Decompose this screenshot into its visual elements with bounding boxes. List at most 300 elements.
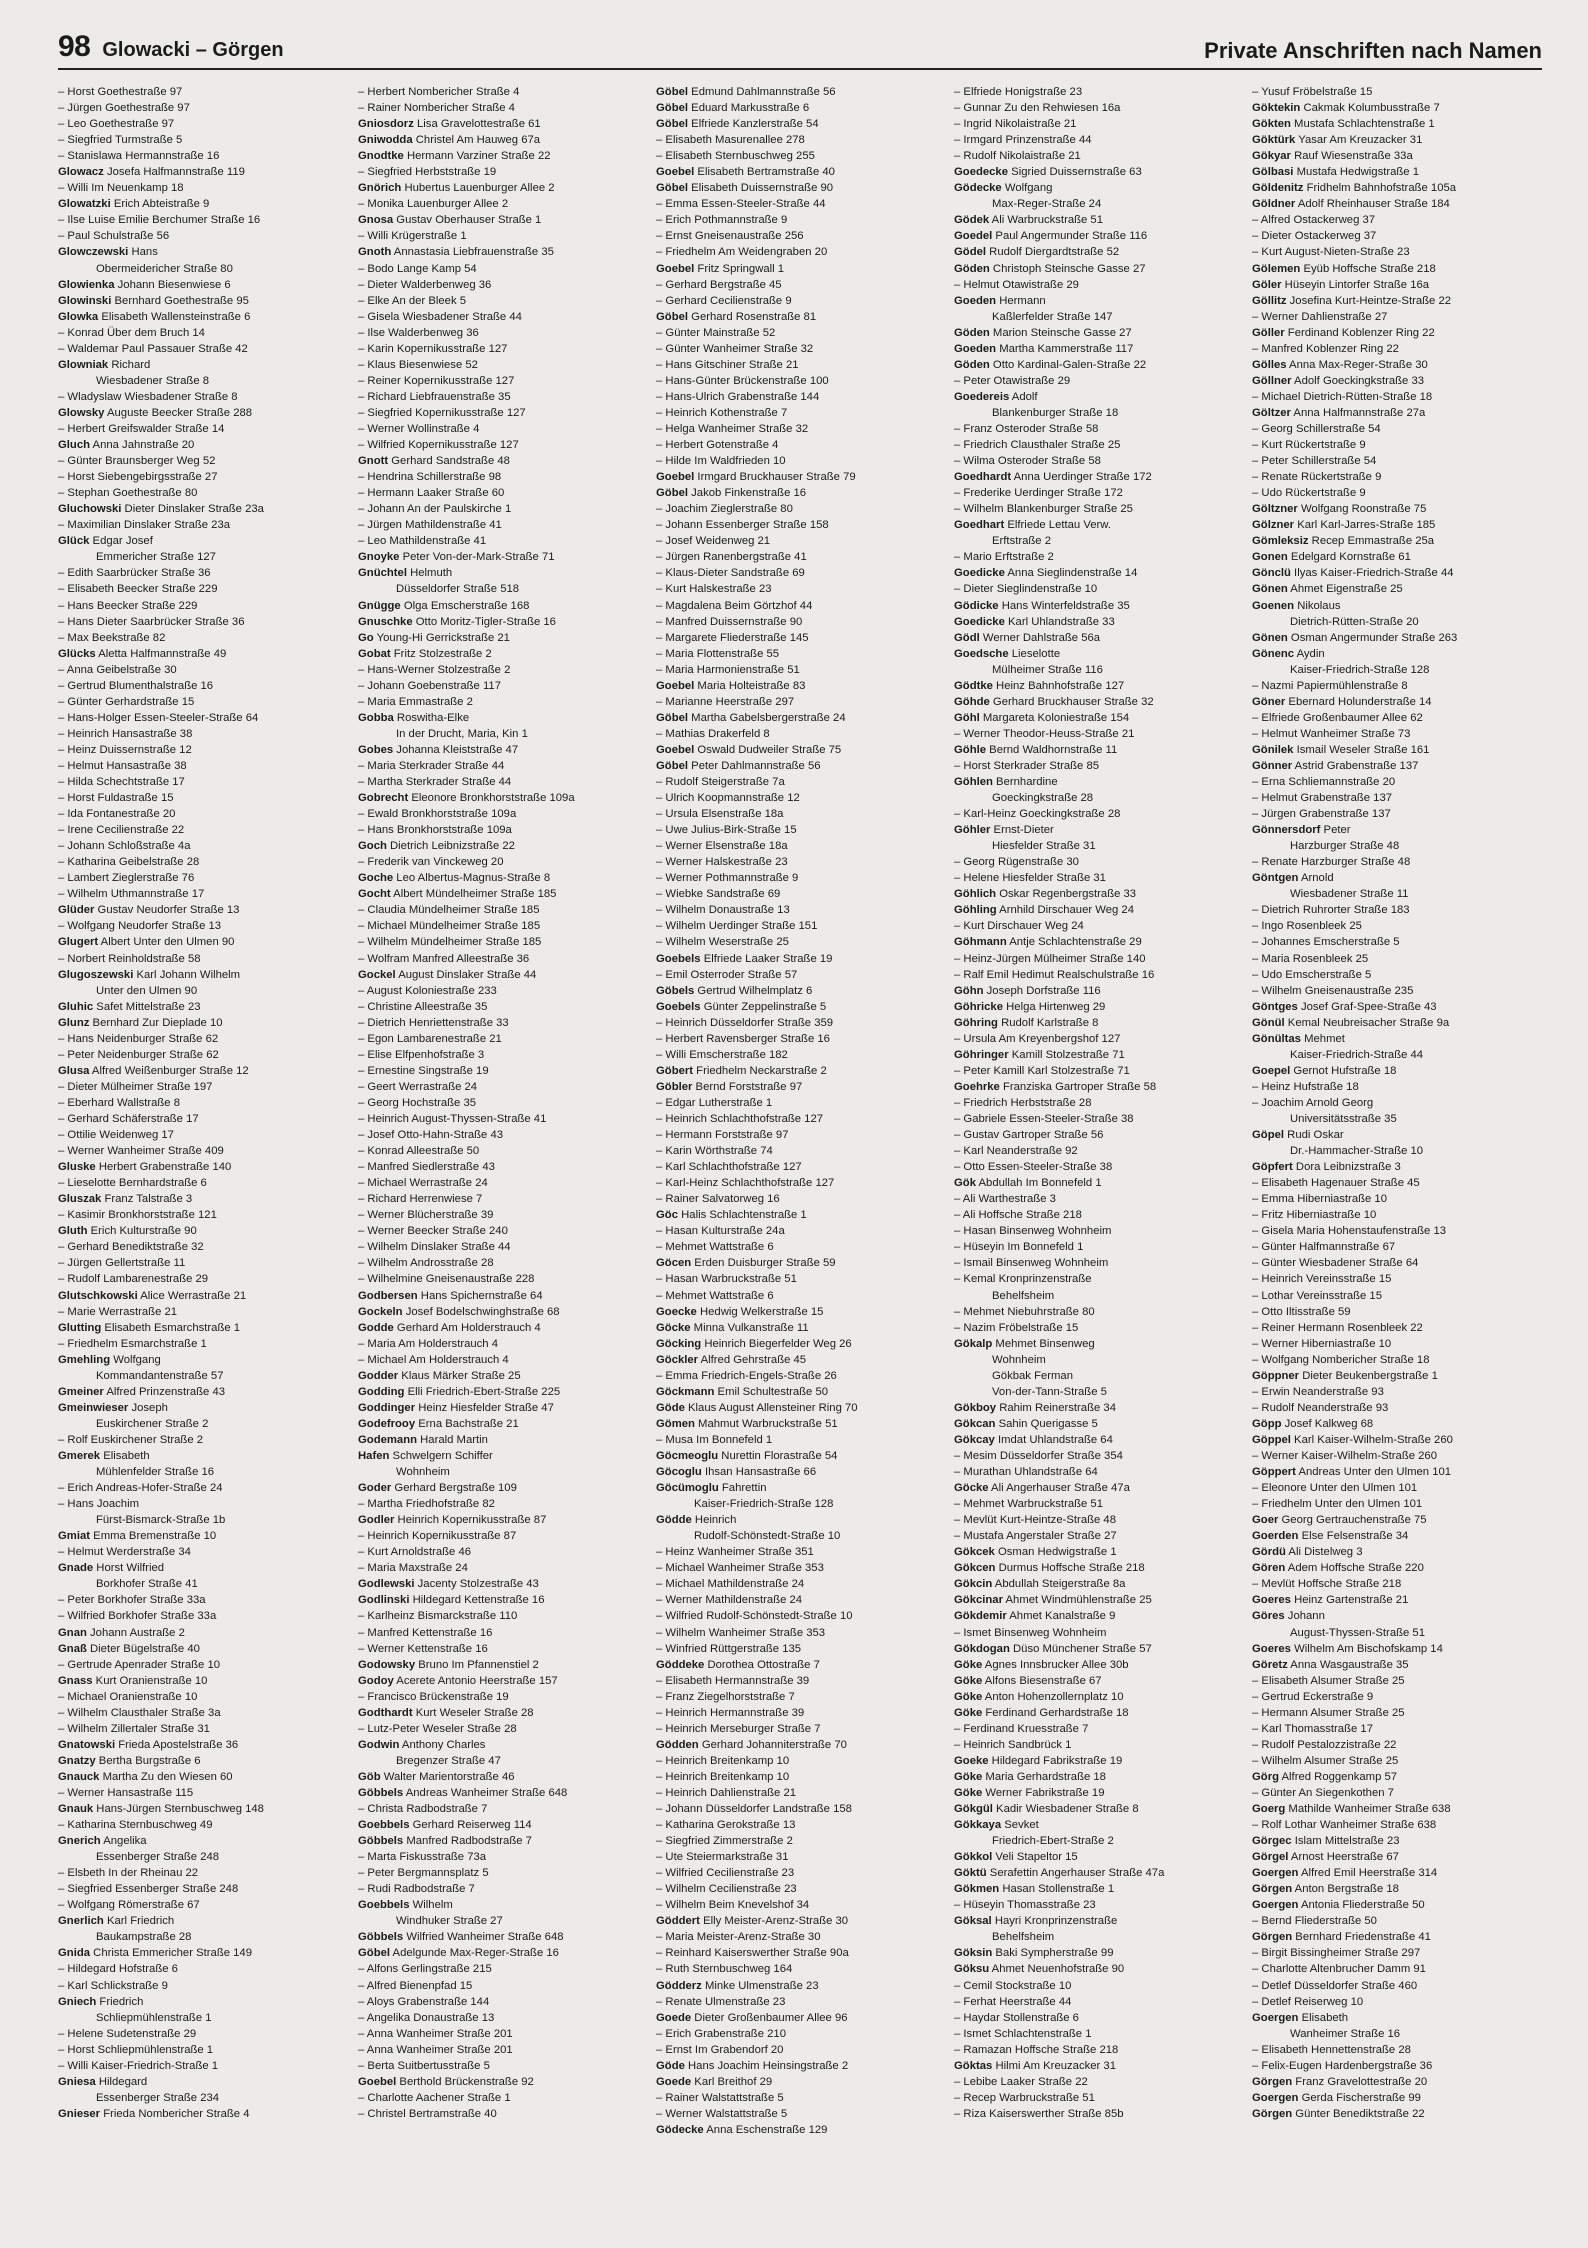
directory-entry: – Emma Friedrich-Engels-Straße 26 — [656, 1369, 837, 1382]
directory-entry: Universitätsstraße 35 — [1290, 1113, 1397, 1125]
directory-entry: – Gertrud Eckerstraße 9 — [1252, 1690, 1374, 1703]
directory-entry: Göhring Rudolf Karlstraße 8 — [954, 1016, 1099, 1029]
directory-entry: – Karin Wörthstraße 74 — [656, 1145, 773, 1158]
directory-entry: Dr.-Hammacher-Straße 10 — [1290, 1145, 1424, 1158]
directory-entry: Gnatowski Frieda Apostelstraße 36 — [58, 1738, 239, 1751]
directory-entry: – Kurt Rückertstraße 9 — [1252, 439, 1366, 452]
directory-entry: Kommandantenstraße 57 — [96, 1369, 224, 1382]
directory-entry: Gnan Johann Austraße 2 — [58, 1626, 185, 1639]
directory-entry: – Siegfried Kopernikusstraße 127 — [358, 406, 526, 419]
directory-entry: – Charlotte Aachener Straße 1 — [358, 2091, 511, 2104]
directory-entry: – Fritz Hiberniastraße 10 — [1252, 1209, 1377, 1222]
directory-entry: – Marianne Heerstraße 297 — [656, 695, 795, 708]
directory-entry: Gökcay Imdat Uhlandstraße 64 — [954, 1433, 1113, 1446]
directory-entry: Göhricke Helga Hirtenweg 29 — [954, 1000, 1106, 1013]
directory-entry: – Elisabeth Hermannstraße 39 — [656, 1674, 810, 1687]
directory-entry: – Winfried Rüttgerstraße 135 — [656, 1642, 802, 1655]
directory-entry: – Ferdinand Kruesstraße 7 — [954, 1722, 1089, 1735]
directory-entry: – Herbert Gotenstraße 4 — [656, 439, 779, 452]
directory-entry: – Kasimir Bronkhorststraße 121 — [58, 1209, 217, 1222]
directory-entry: – Josef Weidenweg 21 — [656, 535, 771, 548]
directory-entry: – Gisela Maria Hohenstaufenstraße 13 — [1252, 1225, 1447, 1238]
directory-entry: – Karl Schlachthofstraße 127 — [656, 1161, 802, 1174]
directory-entry: Goedhardt Anna Uerdinger Straße 172 — [954, 471, 1152, 484]
page-header — [58, 24, 1542, 70]
directory-entry: Gnosa Gustav Oberhauser Straße 1 — [358, 214, 542, 227]
directory-entry: Gnüchtel Helmuth — [358, 567, 453, 580]
directory-entry: Hafen Schwelgern Schiffer — [358, 1449, 493, 1462]
directory-entry: – Wladyslaw Wiesbadener Straße 8 — [58, 390, 238, 403]
directory-entry: Goede Dieter Großenbaumer Allee 96 — [656, 2011, 848, 2024]
directory-entry: – Otto Iltisstraße 59 — [1252, 1305, 1351, 1318]
directory-entry: Borkhofer Straße 41 — [96, 1578, 198, 1591]
directory-entry: Essenberger Straße 248 — [96, 1851, 220, 1864]
directory-entry: – Michael Werrastraße 24 — [358, 1177, 488, 1190]
directory-entry: – Friedhelm Esmarchstraße 1 — [58, 1337, 207, 1350]
directory-entry: Gniosdorz Lisa Gravelottestraße 61 — [358, 118, 541, 131]
directory-entry: – Lambert Zieglerstraße 76 — [58, 872, 195, 885]
directory-entry: Mühlenfelder Straße 16 — [96, 1466, 215, 1479]
directory-entry: – Maria Maxstraße 24 — [358, 1562, 468, 1575]
directory-entry: – Manfred Siedlerstraße 43 — [358, 1161, 495, 1174]
directory-entry: – Ralf Emil Hedimut Realschulstraße 16 — [954, 968, 1155, 981]
directory-entry: – Alfons Gerlingstraße 215 — [358, 1963, 492, 1976]
directory-entry: Göb Walter Marientorstraße 46 — [358, 1770, 515, 1783]
directory-entry: – Elisabeth Masurenallee 278 — [656, 134, 805, 147]
directory-entry: Bregenzer Straße 47 — [396, 1754, 501, 1767]
directory-entry: Gnatzy Bertha Burgstraße 6 — [58, 1754, 201, 1767]
directory-entry: – Werner Wanheimer Straße 409 — [58, 1145, 224, 1158]
directory-entry: – Ferhat Heerstraße 44 — [954, 1995, 1072, 2008]
directory-entry: – Elfriede Großenbaumer Allee 62 — [1252, 711, 1423, 724]
directory-entry: Gödek Ali Warbruckstraße 51 — [954, 214, 1103, 227]
directory-entry: Gockeln Josef Bodelschwinghstraße 68 — [358, 1305, 560, 1318]
directory-entry: Goede Karl Breithof 29 — [656, 2075, 773, 2088]
directory-entry: – Horst Siebengebirgsstraße 27 — [58, 471, 218, 484]
directory-entry: Glowsky Auguste Beecker Straße 288 — [58, 406, 253, 419]
directory-entry: Goebels Günter Zeppelinstraße 5 — [656, 1000, 827, 1013]
directory-entry: Göner Ebernard Holunderstraße 14 — [1252, 695, 1432, 708]
directory-entry: – Werner Mathildenstraße 24 — [656, 1594, 803, 1607]
directory-entry: Gnoth Annastasia Liebfrauenstraße 35 — [358, 246, 554, 259]
directory-entry: – Yusuf Fröbelstraße 15 — [1252, 86, 1373, 98]
directory-entry: – Dieter Sieglindenstraße 10 — [954, 583, 1098, 596]
directory-entry: – Friedhelm Am Weidengraben 20 — [656, 246, 828, 259]
directory-entry: Friedrich-Ebert-Straße 2 — [992, 1835, 1114, 1848]
directory-entry: – Heinrich Hansastraße 38 — [58, 727, 193, 740]
directory-entry: Glusa Alfred Weißenburger Straße 12 — [58, 1064, 249, 1077]
directory-entry: – Eleonore Unter den Ulmen 101 — [1252, 1482, 1418, 1495]
directory-entry: – Siegfried Herbststraße 19 — [358, 166, 497, 179]
directory-entry: Göddert Elly Meister-Arenz-Straße 30 — [656, 1915, 849, 1928]
directory-entry: Gnass Kurt Oranienstraße 10 — [58, 1674, 208, 1687]
directory-entry: Glugert Albert Unter den Ulmen 90 — [58, 936, 235, 949]
directory-entry: Gödecke Anna Eschenstraße 129 — [656, 2123, 828, 2136]
directory-entry: Gmehling Wolfgang — [58, 1353, 161, 1366]
directory-entry: – Wilhelm Cecilienstraße 23 — [656, 1883, 797, 1896]
directory-entry: – Willi Im Neuenkamp 18 — [58, 182, 184, 195]
directory-entry: – Peter Schillerstraße 54 — [1252, 455, 1377, 468]
directory-entry: – Monika Lauenburger Allee 2 — [358, 198, 509, 211]
directory-entry: Goebel Maria Holteistraße 83 — [656, 679, 806, 692]
directory-entry: – Maria Flottenstraße 55 — [656, 647, 780, 660]
directory-entry: Göktas Hilmi Am Kreuzacker 31 — [954, 2059, 1116, 2072]
directory-entry: – Karin Kopernikusstraße 127 — [358, 342, 508, 355]
directory-entry: – Heinrich Schlachthofstraße 127 — [656, 1113, 824, 1125]
directory-entry: – Willi Krügerstraße 1 — [358, 230, 467, 243]
directory-entry: – Katharina Gerokstraße 13 — [656, 1819, 796, 1832]
directory-entry: Göhlen Bernhardine — [954, 776, 1058, 789]
directory-entry: – Magdalena Beim Görtzhof 44 — [656, 599, 813, 612]
directory-entry: Go Young-Hi Gerrickstraße 21 — [358, 631, 510, 644]
directory-entry: – Günter Halfmannstraße 67 — [1252, 1241, 1396, 1254]
directory-entry: – Rainer Walstattstraße 5 — [656, 2091, 784, 2104]
directory-entry: – Heinz Duissernstraße 12 — [58, 743, 192, 756]
directory-entry: – Reinhard Kaiserswerther Straße 90a — [656, 1947, 849, 1960]
directory-entry: – Ernestine Singstraße 19 — [358, 1064, 489, 1077]
directory-entry: – Norbert Reinholdstraße 58 — [58, 952, 201, 965]
directory-entry: – Udo Emscherstraße 5 — [1252, 968, 1372, 981]
directory-entry: Goeres Heinz Gartenstraße 21 — [1252, 1594, 1409, 1607]
directory-entry: Goergen Gerda Fischerstraße 99 — [1252, 2091, 1421, 2104]
directory-entry: Gniwodda Christel Am Hauweg 67a — [358, 134, 541, 147]
directory-entry: Goergen Antonia Fliederstraße 50 — [1252, 1899, 1425, 1912]
directory-entry: Göbels Gertrud Wilhelmplatz 6 — [656, 984, 813, 997]
directory-entry: – Erna Schliemannstraße 20 — [1252, 776, 1396, 789]
directory-entry: – Johann Goebenstraße 117 — [358, 679, 501, 692]
directory-entry: – Klaus Biesenwiese 52 — [358, 358, 478, 371]
directory-entry: – Karl Schlickstraße 9 — [58, 1979, 168, 1992]
directory-entry: – Rainer Salvatorweg 16 — [656, 1193, 780, 1206]
directory-entry: Gnoyke Peter Von-der-Mark-Straße 71 — [358, 551, 555, 564]
directory-entry: Göltzner Wolfgang Roonstraße 75 — [1252, 503, 1427, 516]
directory-entry: – Mevlüt Hoffsche Straße 218 — [1252, 1578, 1402, 1591]
directory-entry: Goder Gerhard Bergstraße 109 — [358, 1482, 517, 1495]
directory-entry: – Horst Goethestraße 97 — [58, 86, 183, 98]
directory-entry: Goedicke Anna Sieglindenstraße 14 — [954, 567, 1138, 580]
directory-entry: Goeden Hermann — [954, 294, 1046, 307]
directory-entry: Gonen Edelgard Kornstraße 61 — [1252, 551, 1411, 564]
directory-entry: – Hermann Alsumer Straße 25 — [1252, 1706, 1405, 1719]
directory-entry: – Renate Ulmenstraße 23 — [656, 1995, 786, 2008]
directory-entry: – Elise Elfpenhofstraße 3 — [358, 1048, 485, 1061]
directory-entry: – Lebibe Laaker Straße 22 — [954, 2075, 1088, 2088]
directory-entry: – Gabriele Essen-Steeler-Straße 38 — [954, 1113, 1134, 1125]
directory-entry: Gmeiner Alfred Prinzenstraße 43 — [58, 1385, 226, 1398]
directory-entry: Mülheimer Straße 116 — [992, 663, 1103, 676]
directory-entry: – Aloys Grabenstraße 144 — [358, 1995, 490, 2008]
directory-entry: – Ottilie Weidenweg 17 — [58, 1129, 174, 1142]
directory-entry: – Musa Im Bonnefeld 1 — [656, 1433, 773, 1446]
directory-entry: Godde Gerhard Am Holderstrauch 4 — [358, 1321, 541, 1334]
directory-entry: Goecke Hedwig Welkerstraße 15 — [656, 1305, 824, 1318]
directory-entry: Gödtke Heinz Bahnhofstraße 127 — [954, 679, 1125, 692]
directory-entry: Godlewski Jacenty Stolzestraße 43 — [358, 1578, 539, 1591]
directory-entry: Gnügge Olga Emscherstraße 168 — [358, 599, 530, 612]
directory-entry: – Recep Warbruckstraße 51 — [954, 2091, 1095, 2104]
directory-entry: – Nazmi Papiermühlenstraße 8 — [1252, 679, 1408, 692]
directory-entry: – Herbert Nombericher Straße 4 — [358, 86, 520, 98]
directory-entry: – Erich Pothmannstraße 9 — [656, 214, 788, 227]
directory-entry: – Christine Alleestraße 35 — [358, 1000, 488, 1013]
directory-entry: Göbbels Manfred Radbodstraße 7 — [358, 1835, 532, 1848]
directory-entry: Godowsky Bruno Im Pfannenstiel 2 — [358, 1658, 539, 1671]
directory-entry: – Herbert Ravensberger Straße 16 — [656, 1032, 830, 1045]
directory-entry: Gnerlich Karl Friedrich — [58, 1915, 175, 1928]
directory-entry: – Elke An der Bleek 5 — [358, 294, 467, 307]
directory-entry: – Wilfried Cecilienstraße 23 — [656, 1867, 795, 1880]
directory-entry: – Wolfgang Römerstraße 67 — [58, 1899, 200, 1912]
directory-entry: Gnida Christa Emmericher Straße 149 — [58, 1947, 252, 1960]
directory-entry: Goche Leo Albertus-Magnus-Straße 8 — [358, 872, 551, 885]
directory-entry: – Helga Wanheimer Straße 32 — [656, 422, 809, 435]
directory-entry: Gnott Gerhard Sandstraße 48 — [358, 455, 510, 468]
directory-entry: Gökyar Rauf Wiesenstraße 33a — [1252, 150, 1413, 163]
directory-entry: Glowinski Bernhard Goethestraße 95 — [58, 294, 249, 307]
directory-entry: – Heinrich Kothenstraße 7 — [656, 406, 788, 419]
directory-entry: Wohnheim — [992, 1353, 1046, 1366]
directory-entry: Gören Adem Hoffsche Straße 220 — [1252, 1562, 1424, 1575]
directory-entry: – Günter Wiesbadener Straße 64 — [1252, 1257, 1419, 1270]
directory-entry: – Elisabeth Hennettenstraße 28 — [1252, 2043, 1411, 2056]
directory-entry: Göler Hüseyin Lintorfer Straße 16a — [1252, 278, 1430, 291]
directory-entry: Goeden Martha Kammerstraße 117 — [954, 342, 1134, 355]
directory-entry: Goebbels Gerhard Reiserweg 114 — [358, 1819, 532, 1832]
directory-entry: – Gunnar Zu den Rehwiesen 16a — [954, 102, 1121, 115]
directory-entry: – Hans Neidenburger Straße 62 — [58, 1032, 219, 1045]
directory-entry: – Mehmet Niebuhrstraße 80 — [954, 1305, 1095, 1318]
directory-entry: – Friedhelm Unter den Ulmen 101 — [1252, 1498, 1423, 1511]
directory-entry: Wohnheim — [396, 1466, 450, 1479]
directory-entry: Goch Dietrich Leibnizstraße 22 — [358, 840, 515, 853]
directory-entry: Gönültas Mehmet — [1252, 1032, 1345, 1045]
directory-entry: Goddinger Heinz Hiesfelder Straße 47 — [358, 1401, 554, 1414]
directory-entry: Göbel Gerhard Rosenstraße 81 — [656, 310, 817, 323]
directory-entry: Dietrich-Rütten-Straße 20 — [1290, 615, 1419, 628]
directory-entry: – Emma Essen-Steeler-Straße 44 — [656, 198, 826, 211]
directory-entry: Göhde Gerhard Bruckhauser Straße 32 — [954, 695, 1154, 708]
directory-entry: – Martha Friedhofstraße 82 — [358, 1498, 495, 1511]
directory-entry: – Werner Halskestraße 23 — [656, 856, 788, 869]
directory-column — [358, 84, 656, 2204]
header-left — [58, 30, 284, 64]
directory-entry: – Siegfried Zimmerstraße 2 — [656, 1835, 793, 1848]
directory-entry: – Helmut Otawistraße 29 — [954, 278, 1079, 291]
directory-entry: Baukampstraße 28 — [96, 1931, 192, 1944]
directory-entry: – Hasan Binsenweg Wohnheim — [954, 1225, 1112, 1238]
directory-entry: – Johannes Emscherstraße 5 — [1252, 936, 1400, 949]
directory-entry: – Heinz Hufstraße 18 — [1252, 1080, 1359, 1093]
directory-entry: – Ismet Schlachtenstraße 1 — [954, 2027, 1092, 2040]
directory-entry: Göres Johann — [1252, 1610, 1325, 1623]
directory-entry: – Bernd Fliederstraße 50 — [1252, 1915, 1377, 1928]
directory-entry: Göhling Arnhild Dirschauer Weg 24 — [954, 904, 1134, 917]
directory-entry: – Wilfried Rudolf-Schönstedt-Straße 10 — [656, 1610, 853, 1623]
directory-entry: Goerg Mathilde Wanheimer Straße 638 — [1252, 1803, 1451, 1816]
directory-entry: – Johann Essenberger Straße 158 — [656, 519, 829, 532]
directory-entry: Gölzner Karl Karl-Jarres-Straße 185 — [1252, 519, 1436, 532]
directory-entry: – Renate Rückertstraße 9 — [1252, 471, 1382, 484]
directory-entry: Kaiser-Friedrich-Straße 44 — [1290, 1048, 1424, 1061]
directory-entry: – Elisabeth Hagenauer Straße 45 — [1252, 1177, 1420, 1190]
directory-entry: Gökkaya Sevket — [954, 1819, 1039, 1832]
directory-entry: – Maria Am Holderstrauch 4 — [358, 1337, 499, 1350]
directory-entry: Gluhic Safet Mittelstraße 23 — [58, 1000, 201, 1013]
directory-entry: – Joachim Arnold Georg — [1252, 1096, 1374, 1109]
directory-entry: – Haydar Stollenstraße 6 — [954, 2011, 1079, 2024]
directory-entry: Göldner Adolf Rheinhauser Straße 184 — [1252, 198, 1450, 211]
directory-entry: Göhl Margareta Koloniestraße 154 — [954, 711, 1130, 724]
directory-entry: – Wolfram Manfred Alleestraße 36 — [358, 952, 530, 965]
directory-entry: – Lieselotte Bernhardstraße 6 — [58, 1177, 207, 1190]
directory-entry: – Heinrich Merseburger Straße 7 — [656, 1722, 821, 1735]
directory-entry: – Heinrich Hermannstraße 39 — [656, 1706, 805, 1719]
directory-entry: – Alfred Ostackerweg 37 — [1252, 214, 1376, 227]
directory-entry: – Ramazan Hoffsche Straße 218 — [954, 2043, 1119, 2056]
directory-entry: – Ilse Walderbenweg 36 — [358, 326, 479, 339]
directory-entry: In der Drucht, Maria, Kin 1 — [396, 727, 528, 740]
directory-entry: Goerden Else Felsenstraße 34 — [1252, 1530, 1409, 1543]
directory-entry: Göde Hans Joachim Heinsingstraße 2 — [656, 2059, 849, 2072]
directory-entry: – Frederike Uerdinger Straße 172 — [954, 487, 1123, 500]
directory-entry: – Werner Kaiser-Wilhelm-Straße 260 — [1252, 1449, 1437, 1462]
directory-entry: – Wilhelm Gneisenaustraße 235 — [1252, 984, 1414, 997]
directory-entry: Göltzer Anna Halfmannstraße 27a — [1252, 406, 1426, 419]
directory-entry: Gnörich Hubertus Lauenburger Allee 2 — [358, 182, 555, 195]
directory-entry: – Elfriede Honigstraße 23 — [954, 86, 1083, 98]
directory-entry: – Birgit Bissingheimer Straße 297 — [1252, 1947, 1421, 1960]
directory-entry: – Waldemar Paul Passauer Straße 42 — [58, 342, 248, 355]
directory-entry: Godefrooy Erna Bachstraße 21 — [358, 1417, 519, 1430]
directory-entry: – Richard Herrenwiese 7 — [358, 1193, 483, 1206]
directory-entry: Göbel Eduard Markusstraße 6 — [656, 102, 810, 115]
directory-entry: Gördü Ali Distelweg 3 — [1252, 1546, 1363, 1559]
directory-entry: – Hans Beecker Straße 229 — [58, 599, 198, 612]
directory-entry: Göbel Adelgunde Max-Reger-Straße 16 — [358, 1947, 559, 1960]
directory-entry: Godemann Harald Martin — [358, 1433, 488, 1446]
directory-entry: Gödl Werner Dahlstraße 56a — [954, 631, 1101, 644]
directory-entry: Göde Klaus August Allensteiner Ring 70 — [656, 1401, 858, 1414]
directory-entry: – Margarete Fliederstraße 145 — [656, 631, 809, 644]
directory-entry: – Dietrich Henriettenstraße 33 — [358, 1016, 509, 1029]
directory-entry: – Kurt Arnoldstraße 46 — [358, 1546, 472, 1559]
directory-entry: Göbel Elfriede Kanzlerstraße 54 — [656, 118, 819, 131]
directory-entry: – Hans Dieter Saarbrücker Straße 36 — [58, 615, 245, 628]
directory-entry: Obermeidericher Straße 80 — [96, 262, 233, 275]
directory-entry: – Mevlüt Kurt-Heintze-Straße 48 — [954, 1514, 1116, 1527]
directory-entry: Gömleksiz Recep Emmastraße 25a — [1252, 535, 1435, 548]
directory-entry: Göksu Ahmet Neuenhofstraße 90 — [954, 1963, 1125, 1976]
directory-entry: Goebel Oswald Dudweiler Straße 75 — [656, 743, 842, 756]
directory-entry: Glücks Aletta Halfmannstraße 49 — [58, 647, 227, 660]
directory-entry: – Rolf Lothar Wanheimer Straße 638 — [1252, 1819, 1437, 1832]
directory-entry: – Reiner Kopernikusstraße 127 — [358, 374, 515, 387]
directory-entry: Goebel Berthold Brückenstraße 92 — [358, 2075, 534, 2088]
directory-entry: Gökkol Veli Stapeltor 15 — [954, 1851, 1078, 1864]
directory-entry: – Willi Emscherstraße 182 — [656, 1048, 788, 1061]
directory-entry: Görgel Arnost Heerstraße 67 — [1252, 1851, 1399, 1864]
directory-entry: – Leo Goethestraße 97 — [58, 118, 175, 131]
directory-entry: Kaßlerfelder Straße 147 — [992, 310, 1113, 323]
directory-entry: – Michael Mathildenstraße 24 — [656, 1578, 805, 1591]
directory-entry: Gnaß Dieter Bügelstraße 40 — [58, 1642, 200, 1655]
directory-entry: Glowatzki Erich Abteistraße 9 — [58, 198, 210, 211]
directory-entry: – Anna Geibelstraße 30 — [58, 663, 177, 676]
directory-entry: – Ingrid Nikolaistraße 21 — [954, 118, 1077, 131]
directory-entry: – Wilfried Kopernikusstraße 127 — [358, 439, 519, 452]
directory-entry: Euskirchener Straße 2 — [96, 1417, 209, 1430]
directory-entry: Gönen Osman Angermunder Straße 263 — [1252, 631, 1458, 644]
directory-entry: – Dieter Mülheimer Straße 197 — [58, 1080, 213, 1093]
directory-entry: Göbel Martha Gabelsbergerstraße 24 — [656, 711, 846, 724]
directory-entry: – Eberhard Wallstraße 8 — [58, 1096, 181, 1109]
directory-entry: Goedicke Karl Uhlandstraße 33 — [954, 615, 1115, 628]
directory-entry: – Johann Düsseldorfer Landstraße 158 — [656, 1803, 852, 1816]
directory-entry: Gökcen Durmus Hoffsche Straße 218 — [954, 1562, 1145, 1575]
directory-entry: Göcke Ali Angerhauser Straße 47a — [954, 1482, 1130, 1495]
directory-entry: – Peter Borkhofer Straße 33a — [58, 1594, 206, 1607]
directory-entry: – Peter Otawistraße 29 — [954, 374, 1071, 387]
directory-entry: – Maria Emmastraße 2 — [358, 695, 473, 708]
directory-column — [656, 84, 954, 2204]
directory-entry: – Hans Gitschiner Straße 21 — [656, 358, 799, 371]
directory-entry: – Anna Wanheimer Straße 201 — [358, 2043, 513, 2056]
directory-entry: – Werner Walstattstraße 5 — [656, 2107, 788, 2120]
directory-entry: Görgen Anton Bergstraße 18 — [1252, 1883, 1399, 1896]
directory-entry: – Elisabeth Alsumer Straße 25 — [1252, 1674, 1405, 1687]
directory-entry: – Wilfried Borkhofer Straße 33a — [58, 1610, 217, 1623]
directory-entry: – Maria Sterkrader Straße 44 — [358, 759, 505, 772]
directory-entry: – Werner Hiberniastraße 10 — [1252, 1337, 1392, 1350]
directory-entry: – Michael Dietrich-Rütten-Straße 18 — [1252, 390, 1433, 403]
directory-entry: – Heinz-Jürgen Mülheimer Straße 140 — [954, 952, 1146, 965]
directory-entry: Gökdemir Ahmet Kanalstraße 9 — [954, 1610, 1116, 1623]
directory-entry: – Wilhelm Dinslaker Straße 44 — [358, 1241, 511, 1254]
directory-entry: – Karl Thomasstraße 17 — [1252, 1722, 1373, 1735]
directory-entry: Gönnersdorf Peter — [1252, 824, 1351, 837]
directory-entry: – Rolf Euskirchener Straße 2 — [58, 1433, 204, 1446]
directory-entry: – Wilhelm Zillertaler Straße 31 — [58, 1722, 210, 1735]
directory-entry: – Hans Joachim — [58, 1498, 139, 1511]
directory-column — [1252, 84, 1550, 2204]
directory-entry: – Werner Theodor-Heuss-Straße 21 — [954, 727, 1135, 740]
directory-entry: – Rudi Radbodstraße 7 — [358, 1883, 475, 1896]
directory-entry: – Uwe Julius-Birk-Straße 15 — [656, 824, 797, 837]
directory-entry: – Heinrich Breitenkamp 10 — [656, 1754, 790, 1767]
directory-entry: – Kurt Dirschauer Weg 24 — [954, 920, 1084, 933]
directory-entry: – Edgar Lutherstraße 1 — [656, 1096, 773, 1109]
directory-entry: – Dietrich Ruhrorter Straße 183 — [1252, 904, 1410, 917]
directory-entry: – Mario Erftstraße 2 — [954, 551, 1054, 564]
directory-entry: Glutting Elisabeth Esmarchstraße 1 — [58, 1321, 241, 1334]
directory-entry: – Werner Beecker Straße 240 — [358, 1225, 508, 1238]
directory-column — [954, 84, 1252, 2204]
directory-entry: – Dieter Ostackerweg 37 — [1252, 230, 1377, 243]
directory-entry: Godding Elli Friedrich-Ebert-Straße 225 — [358, 1385, 561, 1398]
directory-entry: – Karlheinz Bismarckstraße 110 — [358, 1610, 518, 1623]
directory-entry: Göhler Ernst-Dieter — [954, 824, 1054, 837]
directory-entry: – Günter Gerhardstraße 15 — [58, 695, 195, 708]
directory-entry: Gökcan Sahin Querigasse 5 — [954, 1417, 1098, 1430]
directory-entry: Göpfert Dora Leibnizstraße 3 — [1252, 1161, 1401, 1174]
directory-entry: – Maria Rosenbleek 25 — [1252, 952, 1369, 965]
directory-entry: Göhlich Oskar Regenbergstraße 33 — [954, 888, 1137, 901]
directory-entry: Göktürk Yasar Am Kreuzacker 31 — [1252, 134, 1423, 147]
directory-entry: Göntges Josef Graf-Spee-Straße 43 — [1252, 1000, 1437, 1013]
directory-entry: – Riza Kaiserswerther Straße 85b — [954, 2107, 1124, 2120]
directory-entry: – Wilhelm Alsumer Straße 25 — [1252, 1754, 1399, 1767]
directory-entry: Göcümoglu Fahrettin — [656, 1482, 767, 1495]
